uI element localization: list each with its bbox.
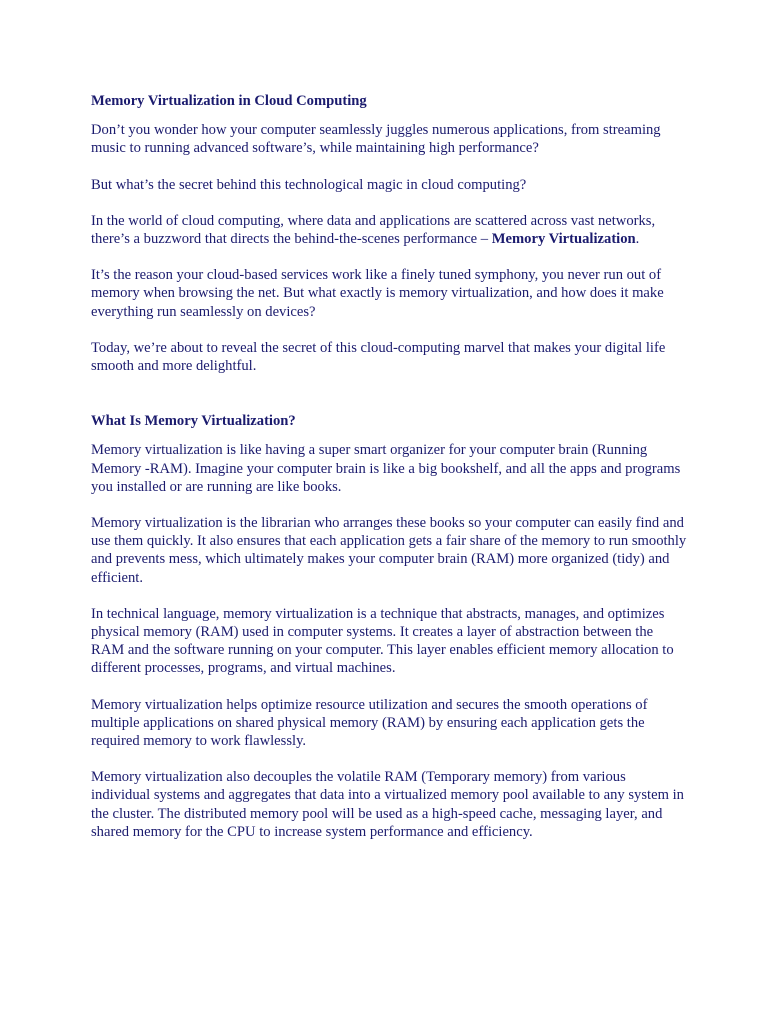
- section-paragraph-3: In technical language, memory virtualization is a technique that abstracts, manages, and optimizes physical memory (RAM) used in computer systems. It creates a layer of abstraction between the RAM and the software running on your computer. This layer enables efficient memory allocation to different processes, programs, and virtual machines.: [91, 605, 674, 677]
- intro-paragraph-3: It’s the reason your cloud-based services work like a finely tuned symphony, you never run out of memory when browsing the net. But what exactly is memory virtualization, and how does it make everything run seamlessly on devices?: [91, 267, 664, 320]
- buzzword-bold: Memory Virtualization: [491, 231, 636, 248]
- buzzword-paragraph: [91, 212, 688, 248]
- section-paragraph-4: Memory virtualization helps optimize resource utilization and secures the smooth operations of multiple applications on shared physical memory (RAM) by ensuring each application gets the required memory to work flawlessly.: [91, 696, 648, 750]
- intro-paragraph-2: But what’s the secret behind this technological magic in cloud computing?: [91, 176, 527, 193]
- section-paragraph-5: Memory virtualization also decouples the volatile RAM (Temporary memory) from various individual systems and aggregates that data into a virtualized memory pool available to any system in the cluster. The distributed memory pool will be used as a high-speed cache, messaging layer, and shared memory for the CPU to increase system performance and efficiency.: [91, 769, 684, 840]
- buzzword-period: .: [635, 231, 640, 248]
- intro-paragraph-4: Today, we’re about to reveal the secret of this cloud-computing marvel that makes your digital life smooth and more delightful.: [91, 339, 666, 375]
- article-title: Memory Virtualization in Cloud Computing: [91, 93, 367, 109]
- section-paragraph-1: Memory virtualization is like having a super smart organizer for your computer brain (Running Memory -RAM). Imagine your computer brain is like a big bookshelf, and all the apps and programs you installed or are running are like books.: [91, 442, 681, 495]
- section-heading: What Is Memory Virtualization?: [91, 413, 296, 430]
- section-paragraph-2: Memory virtualization is the librarian who arranges these books so your computer can easily find and use them quickly. It also ensures that each application gets a fair share of the memory to run smoothly and prevents mess, which ultimately makes your computer brain (RAM) more organized (tidy) and efficient.: [91, 515, 687, 586]
- intro-paragraph-1: Don’t you wonder how your computer seamlessly juggles numerous applications, from streaming music to running advanced software’s, while maintaining high performance?: [91, 122, 661, 157]
- buzzword-text: In the world of cloud computing, where data and applications are scattered across vast networks, there’s a buzzword that directs the behind-the-scenes performance –: [91, 212, 656, 248]
